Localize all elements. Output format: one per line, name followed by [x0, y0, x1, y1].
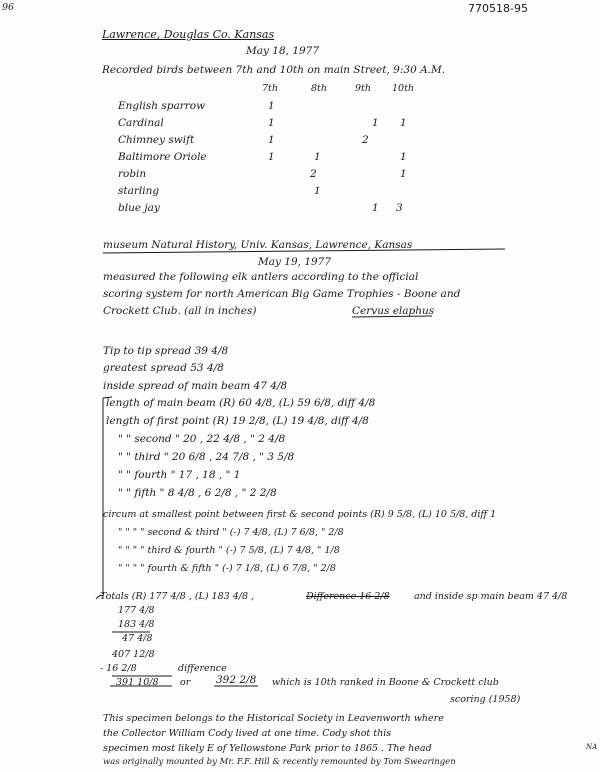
corner-number: 96	[2, 2, 15, 13]
or-word: or	[180, 677, 191, 688]
sum-value: 177 4/8	[118, 605, 155, 616]
bird-count: 2	[362, 134, 369, 146]
bird-count: 1	[314, 185, 321, 197]
totals-tail: and inside sp main beam 47 4/8	[414, 591, 568, 602]
point-line: " " fourth " 17 , 18 , " 1	[118, 469, 241, 481]
bird-name: Cardinal	[118, 117, 164, 129]
spread-line: Tip to tip spread 39 4/8	[103, 345, 229, 357]
bird-name: Baltimore Oriole	[118, 151, 207, 163]
street-7th: 7th	[262, 83, 278, 94]
final-tail: which is 10th ranked in Boone & Crockett club	[272, 677, 499, 688]
difference-word: difference	[178, 663, 227, 674]
bird-count: 1	[268, 151, 275, 163]
final-score: 392 2/8	[216, 674, 257, 686]
date-2: May 19, 1977	[258, 256, 332, 268]
bird-name: English sparrow	[118, 100, 206, 112]
bird-count: 1	[400, 168, 407, 180]
point-line: length of first point (R) 19 2/8, (L) 19 4/8, diff 4/8	[106, 415, 369, 427]
scoring-year: scoring (1958)	[450, 694, 521, 705]
recorded-line: Recorded birds between 7th and 10th on main Street, 9:30 A.M.	[102, 64, 446, 76]
street-8th: 8th	[311, 83, 327, 94]
point-line: " " third " 20 6/8 , 24 7/8 , " 3 5/8	[118, 451, 295, 463]
bird-name: Chimney swift	[118, 134, 195, 146]
sum-value: 47 4/8	[122, 633, 153, 644]
margin-note: NA	[586, 743, 598, 751]
specimen-line: was originally mounted by Mr. F.F. Hill & recently remounted by Tom Swearingen	[103, 757, 456, 767]
sum-value: 391 10/8	[116, 677, 159, 688]
bird-count: 1	[268, 134, 275, 146]
museum-header: museum Natural History, Univ. Kansas, Lawrence, Kansas	[103, 239, 413, 251]
specimen-line: This specimen belongs to the Historical Society in Leavenworth where	[103, 713, 444, 724]
circum-line: " " " " third & fourth " (-) 7 5/8, (L) 7 4/8, " 1/8	[118, 545, 340, 556]
measured-line: scoring system for north American Big Game Trophies - Boone and	[103, 288, 461, 300]
circum-line: " " " " fourth & fifth " (-) 7 1/8, (L) 6 7/8, " 2/8	[118, 563, 336, 574]
measured-line: measured the following elk antlers according to the official	[103, 271, 419, 283]
location-header: Lawrence, Douglas Co. Kansas	[102, 28, 275, 41]
bird-name: starling	[118, 185, 160, 197]
measured-line: Crockett Club. (all in inches)	[103, 305, 257, 317]
bird-count: 3	[396, 202, 403, 214]
bird-count: 1	[372, 117, 379, 129]
point-line: " " second " 20 , 22 4/8 , " 2 4/8	[118, 433, 286, 445]
circum-line: circum at smallest point between first & second points (R) 9 5/8, (L) 10 5/8, diff 1	[103, 509, 497, 520]
point-line: " " fifth " 8 4/8 , 6 2/8 , " 2 2/8	[118, 487, 277, 499]
street-9th: 9th	[355, 83, 371, 94]
bird-name: blue jay	[118, 202, 160, 214]
totals-struck: Difference 16 2/8	[306, 591, 390, 602]
bracket-left	[96, 398, 103, 599]
main-beam-line: length of main beam (R) 60 4/8, (L) 59 6/8, diff 4/8	[106, 397, 376, 409]
spread-line: greatest spread 53 4/8	[103, 362, 224, 374]
catalog-id: 770518-95	[468, 2, 528, 15]
sum-value: - 16 2/8	[100, 663, 137, 674]
street-10th: 10th	[392, 83, 415, 94]
bird-count: 1	[268, 100, 275, 112]
sum-value: 407 12/8	[112, 649, 155, 660]
species-name: Cervus elaphus	[352, 305, 435, 317]
bird-count: 1	[314, 151, 321, 163]
spread-line: inside spread of main beam 47 4/8	[103, 380, 288, 392]
bird-count: 2	[310, 168, 317, 180]
sum-value: 183 4/8	[118, 619, 155, 630]
specimen-line: the Collector William Cody lived at one time. Cody shot this	[103, 728, 392, 739]
circum-line: " " " " second & third " (-) 7 4/8, (L) 7 6/8, " 2/8	[118, 527, 344, 538]
totals-line: Totals (R) 177 4/8 , (L) 183 4/8 ,	[100, 591, 255, 602]
bird-count: 1	[400, 151, 407, 163]
bird-count: 1	[372, 202, 379, 214]
date-1: May 18, 1977	[246, 45, 320, 57]
bird-count: 1	[268, 117, 275, 129]
bird-count: 1	[400, 117, 407, 129]
bird-name: robin	[118, 168, 147, 180]
specimen-line: specimen most likely E of Yellowstone Park prior to 1865 . The head	[103, 743, 432, 754]
